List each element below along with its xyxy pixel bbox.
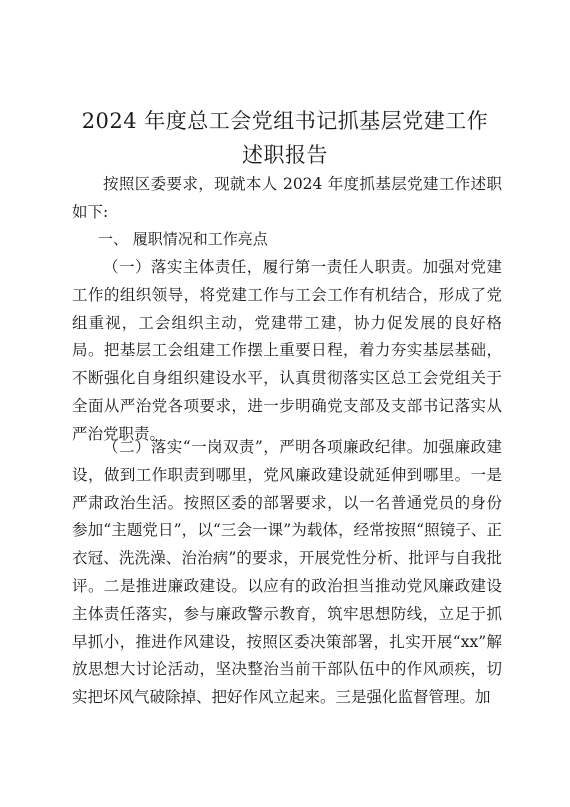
intro-paragraph: 按照区委要求，现就本人 2024 年度抓基层党建工作述职如下: — [72, 175, 502, 221]
section-heading-1: 一、 履职情况和工作亮点 — [98, 230, 268, 248]
document-title-line-1: 2024 年度总工会党组书记抓基层党建工作 — [81, 109, 489, 133]
paragraph-responsibility: （一）落实主体责任，履行第一责任人职责。加强对党建工作的组织领导，将党建工作与工会工作有机结合，形成了党组重视，工会组织主动，党建带工建，协力促发展的良好格局。把基层工会组建工作摆上重要日程，着力夯实基层基础，不断强化自身组织建设水平，认真贯彻落实区总工会党组关于全面从严治党各项要求，进一步明确党支部及支部书记落实从严治党职责。 — [72, 258, 502, 443]
paragraph-discipline: （二）落实“一岗双责”，严明各项廉政纪律。加强廉政建设，做到工作职责到哪里，党风廉政建设就延伸到哪里。一是严肃政治生活。按照区委的部署要求，以一名普通党员的身份参加“主题党日”，以“三会一课”为载体，经常按照“照镜子、正衣冠、洗洗澡、治治病”的要求，开展党性分析、批评与自我批评。二是推进廉政建设。以应有的政治担当推动党风廉政建设主体责任落实，参与廉政警示教育，筑牢思想防线，立足于抓早抓小，推进作风建设，按照区委决策部署，扎实开展“xx”解放思想大讨论活动，坚决整治当前干部队伍中的作风顽疾，切实把坏风气破除掉、把好作风立起来。三是强化监督管理。加 — [72, 438, 502, 707]
document-title-line-2: 述职报告 — [242, 143, 328, 167]
